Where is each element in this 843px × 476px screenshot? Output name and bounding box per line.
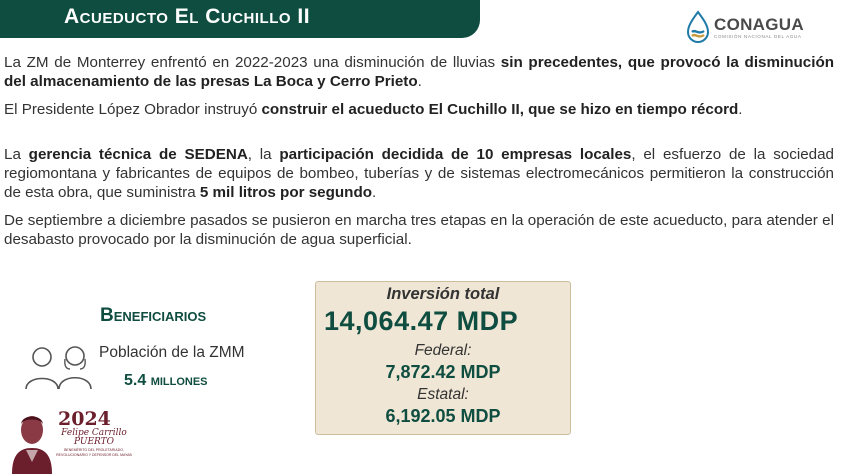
page-title: Acueducto El Cuchillo II	[64, 5, 311, 28]
people-icon	[20, 343, 100, 391]
paragraph-4	[4, 211, 834, 249]
seal-name	[54, 429, 134, 447]
paragraph-bold: 5 mil litros por segundo	[199, 184, 373, 201]
title-bar	[0, 0, 480, 38]
logo-name: CONAGUA	[714, 15, 804, 34]
paragraph-text: La ZM de Monterrey enfrentó en 2022-2023 una disminución de lluvias	[4, 54, 501, 71]
felipe-carrillo-puerto-seal	[10, 404, 130, 474]
paragraph-2	[4, 100, 834, 119]
paragraph-text: La	[4, 146, 29, 163]
paragraph-text: De septiembre a diciembre pasados se pusieron en marcha tres etapas en la operación de este acueducto, para atender el desabasto provocado por la disminución de agua superficial.	[4, 212, 834, 248]
beneficiarios-title: Beneficiarios	[100, 305, 207, 326]
paragraph-text: , la	[247, 146, 280, 163]
paragraph-text: El Presidente López Obrador instruyó	[4, 101, 262, 118]
conagua-logo	[684, 10, 834, 46]
estatal-label: Estatal:	[417, 386, 469, 403]
federal-label: Federal:	[414, 342, 472, 359]
poblacion-value: 5.4 millones	[124, 372, 208, 389]
paragraph-text: .	[372, 184, 377, 201]
paragraph-bold: sin precedentes, que provocó la disminución del almacenamiento de las presas La Boca y Cerro Prieto	[4, 54, 834, 90]
seal-name-line2: PUERTO	[73, 437, 115, 447]
inversion-title: Inversión total	[386, 285, 500, 303]
paragraph-text: .	[417, 73, 422, 90]
portrait-icon	[10, 404, 54, 474]
estatal-value: 6,192.05 MDP	[385, 406, 501, 426]
poblacion-label: Población de la ZMM	[99, 344, 245, 361]
paragraph-bold: participación decidida de 10 empresas locales	[279, 146, 632, 163]
seal-name-line1: Felipe Carrillo	[61, 428, 127, 438]
inversion-box	[315, 281, 571, 435]
logo-subtitle: COMISIÓN NACIONAL DEL AGUA	[714, 34, 802, 39]
seal-year: 2024	[58, 408, 111, 430]
inversion-total: 14,064.47 MDP	[324, 306, 519, 336]
seal-subtitle: BENEMÉRITO DEL PROLETARIADO, REVOLUCIONARIO Y DEFENSOR DEL MAYAB	[56, 448, 132, 457]
paragraph-text: .	[738, 101, 743, 118]
paragraph-3	[4, 145, 834, 202]
federal-value: 7,872.42 MDP	[385, 362, 501, 382]
paragraph-bold: gerencia técnica de SEDENA	[28, 146, 248, 163]
paragraph-1	[4, 53, 834, 91]
paragraph-text: , el esfuerzo de la sociedad regiomontana y fabricantes de equipos de bombeo, tuberías y de sistemas electromecánicos permitieron la construcción de esta obra, que suministra	[4, 146, 834, 201]
paragraph-bold: construir el acueducto El Cuchillo II, que se hizo en tiempo récord	[261, 101, 739, 118]
water-drop-icon	[684, 10, 712, 44]
